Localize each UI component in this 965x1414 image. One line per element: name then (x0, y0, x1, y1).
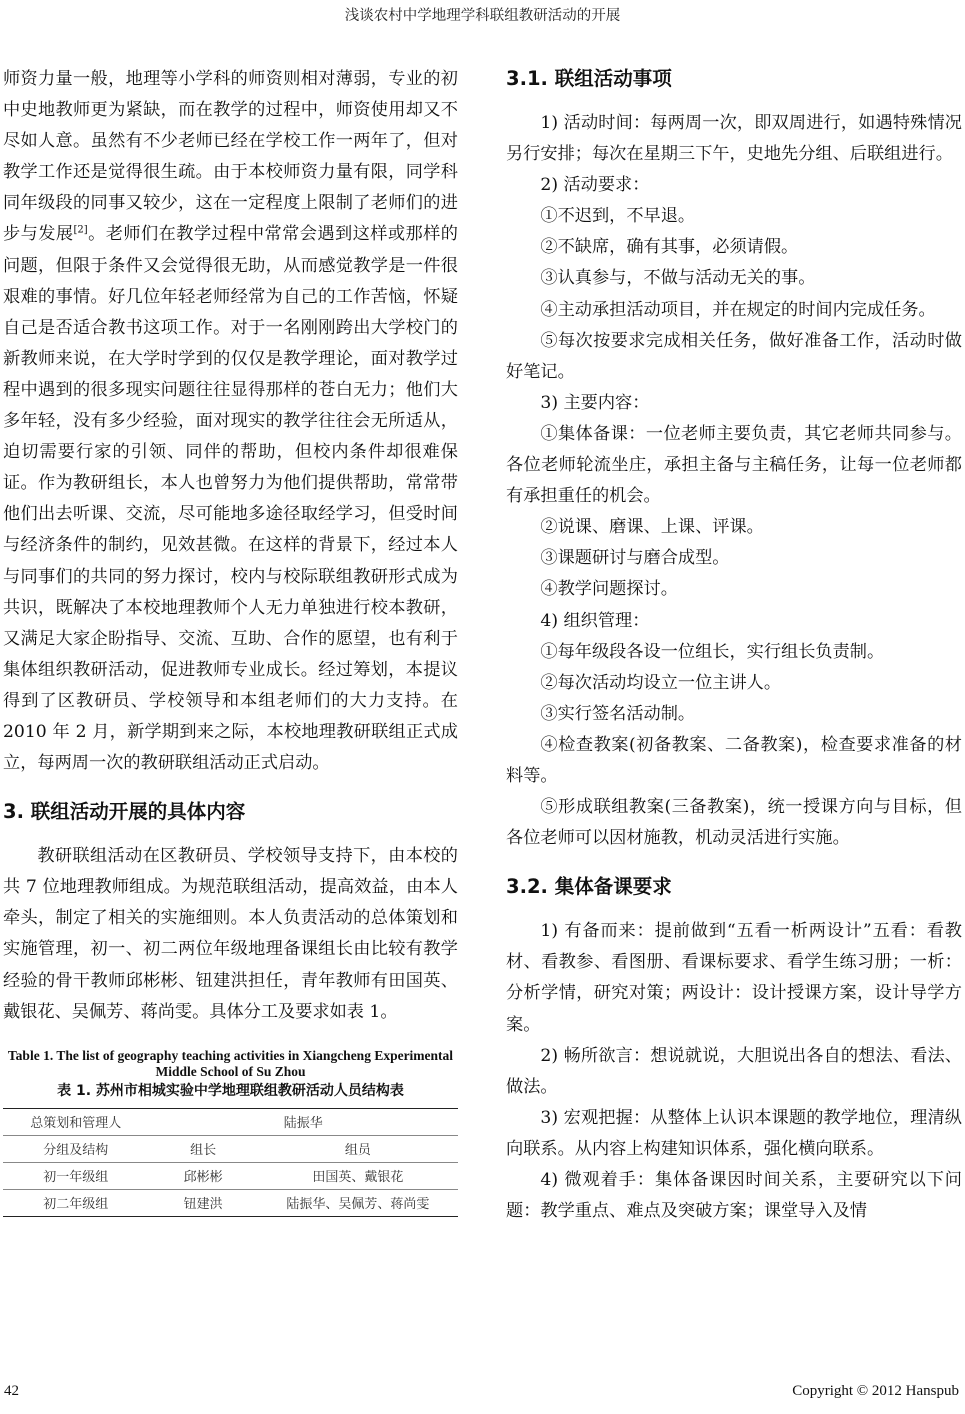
copyright-notice: Copyright © 2012 Hanspub (792, 1383, 959, 1399)
table-cell: 钮建洪 (183, 1197, 223, 1213)
table-row (3, 1162, 458, 1189)
table-row (3, 1108, 458, 1135)
paragraph-text: 师资力量一般，地理等小学科的师资则相对薄弱，专业的初中史地教师更为紧缺，而在教学的过程中，师资使用却又不尽如人意。虽然有不少老师已经在学校工作一两年了，但对教学工作还是觉得很生疏。由于本校师资力量有限，同学科同年级段的同事又较少，这在一定程度上限制了老师们的进步与发展 (3, 69, 458, 245)
body-paragraph: 2) 活动要求： (540, 175, 650, 196)
section-heading: 3. 联组活动开展的具体内容 (3, 800, 246, 824)
table-cell: 初一年级组 (3, 1162, 149, 1189)
body-paragraph: ④检查教案(初备教案、二备教案)，检查要求准备的材料等。 (506, 734, 962, 786)
subsection-heading: 3.2. 集体备课要求 (506, 875, 672, 899)
subsection-heading: 3.1. 联组活动事项 (506, 67, 672, 90)
table-header-row (3, 1135, 458, 1162)
paragraph-text: 。老师们在教学过程中常常会遇到这样或那样的问题，但限于条件又会觉得很无助，从而感觉教学是一件很艰难的事情。好几位年轻老师经常为自己的工作苦恼，怀疑自己是否适合教书这项工作。对于一名刚刚跨出大学校门的新教师来说，在大学时学到的仅仅是教学理论，面对教学过程中遇到的很多现实问题往往显得那样的苍白无力；他们大多年轻，没有多少经验，面对现实的教学往往会无所适从，迫切需要行家的引领、同伴的帮助，但校内条件却很难保证。作为教研组长，本人也曾努力为他们提供帮助，常常带他们出去听课、交流，尽可能地多途径取经学习，但受时间与经济条件的制约，见效甚微。在这样的背景下，经过本人与同事们的共同的努力探讨，校内与校际联组教研形式成为共识，既解决了本校地理教师个人无力单独进行校本教研，又满足大家企盼指导、交流、互助、合作的愿望，也有利于集体组织教研活动，促进教师专业成长。经过筹划，本提议得到了区教研员、学校领导和本组老师们的大力支持。在 2010 年 2 月，新学期到来之际，本校地理教研联组正式成立，每两周一次的教研联组活动正式启动。 (3, 224, 458, 774)
personnel-table (3, 1108, 458, 1217)
body-paragraph: ⑤每次按要求完成相关任务，做好准备工作，活动时做好笔记。 (506, 330, 962, 382)
right-column (506, 64, 962, 1227)
body-paragraph: ②每次活动均设立一位主讲人。 (540, 672, 782, 693)
table-cell: 田国英、戴银花 (258, 1162, 458, 1189)
table-cell: 总策划和管理人 (3, 1108, 149, 1135)
table-cell: 陆振华、吴佩芳、蒋尚雯 (286, 1197, 430, 1213)
body-paragraph: 1) 有备而来：提前做到“五看一析两设计”五看：看教材、看教参、看图册、看课标要求、看学生练习册；一析：分析学情，研究对策；两设计：设计授课方案，设计导学方案。 (506, 921, 962, 1035)
citation-ref[interactable]: [2] (73, 224, 88, 236)
left-column (3, 64, 458, 1217)
table-caption-en: Table 1. The list of geography teaching activities in Xiangcheng Experimental Middle School of Su Zhou (7, 1047, 454, 1079)
page-number: 42 (4, 1383, 19, 1399)
table-cell: 邱彬彬 (149, 1162, 258, 1189)
body-paragraph: 3) 宏观把握：从整体上认识本课题的教学地位，理清纵向联系。从内容上构建知识体系，强化横向联系。 (506, 1107, 962, 1159)
body-paragraph (3, 64, 458, 779)
body-paragraph: ①每年级段各设一位组长，实行组长负责制。 (540, 641, 885, 662)
body-paragraph: 教研联组活动在区教研员、学校领导支持下，由本校的共 7 位地理教师组成。为规范联组活动，提高效益，由本人牵头，制定了相关的实施细则。本人负责活动的总体策划和实施管理，初一、初二两位年级地理备课组长由比较有教学经验的骨干教师邱彬彬、钮建洪担任，青年教师有田国英、戴银花、吴佩芳、蒋尚雯。具体分工及要求如表 1。 (3, 846, 458, 1022)
body-paragraph: ④教学问题探讨。 (540, 579, 678, 600)
body-paragraph: ③课题研讨与磨合成型。 (540, 548, 730, 569)
body-paragraph: 4) 组织管理： (540, 610, 650, 631)
body-paragraph: 4) 微观着手：集体备课因时间关系，主要研究以下问题：教学重点、难点及突破方案；课堂导入及情 (506, 1170, 962, 1222)
body-paragraph: 2) 畅所欲言：想说就说，大胆说出各自的想法、看法、做法。 (506, 1045, 962, 1097)
running-head: 浅谈农村中学地理学科联组教研活动的开展 (344, 8, 621, 24)
body-paragraph: ①集体备课：一位老师主要负责，其它老师共同参与。各位老师轮流坐庄，承担主备与主稿任务，让每一位老师都有承担重任的机会。 (506, 423, 962, 507)
body-paragraph: 1) 活动时间：每两周一次，即双周进行，如遇特殊情况另行安排；每次在星期三下午，史地先分组、后联组进行。 (506, 113, 962, 165)
body-paragraph: ③认真参与，不做与活动无关的事。 (540, 268, 816, 289)
body-paragraph: ③实行签名活动制。 (540, 703, 696, 724)
body-paragraph: ②说课、磨课、上课、评课。 (540, 517, 764, 538)
body-paragraph: ⑤形成联组教案(三备教案)，统一授课方向与目标，但各位老师可以因材施教，机动灵活进行实施。 (506, 797, 962, 849)
table-cell: 初二年级组 (43, 1197, 109, 1213)
table-cell: 陆振华 (149, 1108, 458, 1135)
body-paragraph: ④主动承担活动项目，并在规定的时间内完成任务。 (540, 299, 936, 320)
body-paragraph: ①不迟到，不早退。 (540, 206, 696, 227)
body-paragraph: ②不缺席，确有其事，必须请假。 (540, 237, 799, 258)
table-caption-cn: 表 1. 苏州市相城实验中学地理联组教研活动人员结构表 (57, 1082, 404, 1099)
table-header-cell: 组长 (149, 1135, 258, 1162)
table-header-cell: 分组及结构 (3, 1135, 149, 1162)
body-paragraph: 3) 主要内容： (540, 392, 650, 413)
table-row (3, 1189, 458, 1216)
table-header-cell: 组员 (258, 1135, 458, 1162)
